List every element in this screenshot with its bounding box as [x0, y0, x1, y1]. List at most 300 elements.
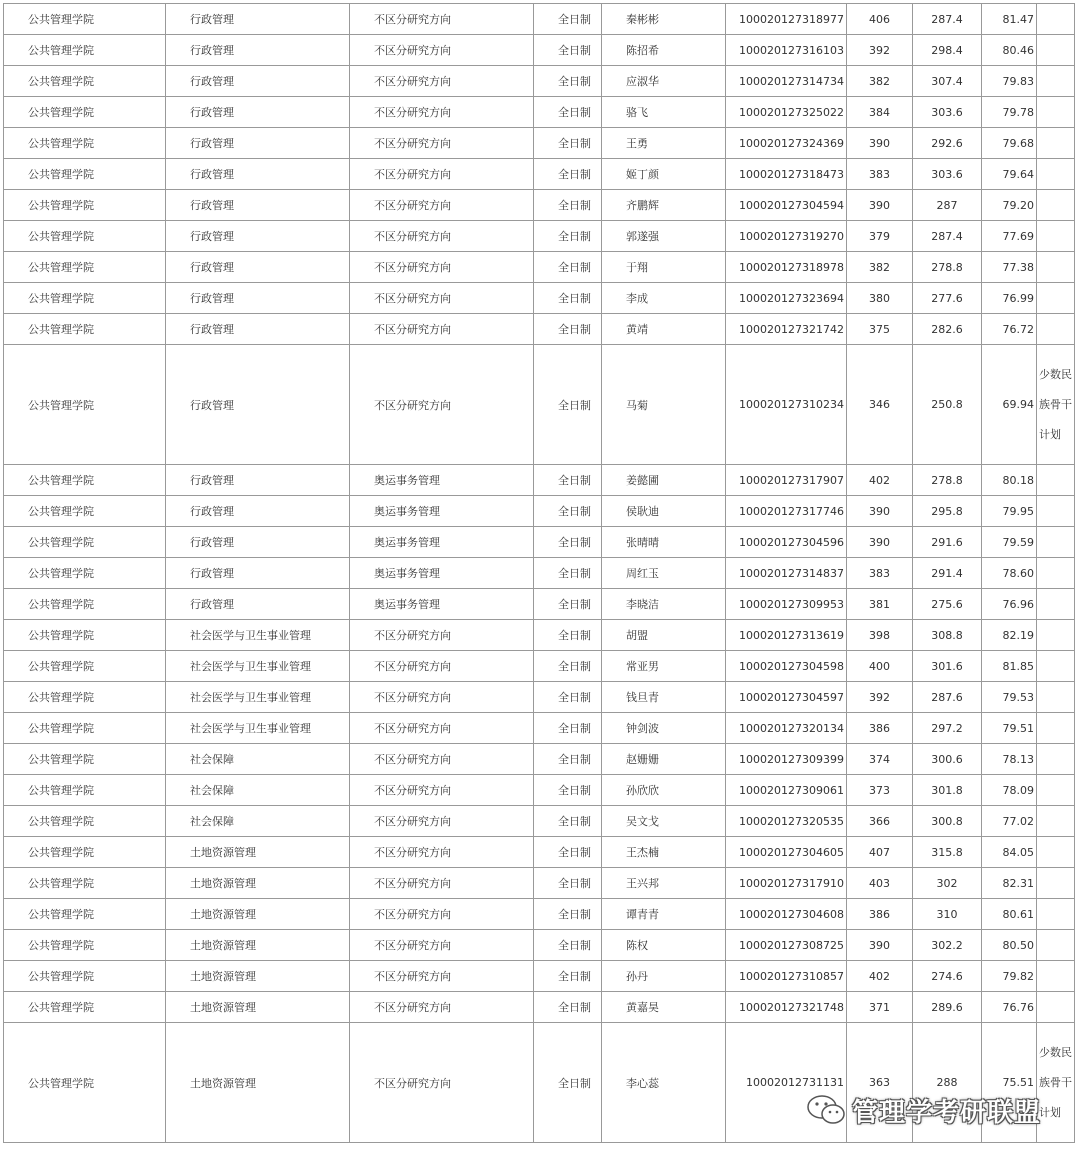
exam-id-cell: 100020127304598 [726, 651, 847, 682]
name-cell: 郭遂强 [602, 221, 726, 252]
study-type-cell: 全日制 [534, 744, 602, 775]
note-cell [1037, 221, 1075, 252]
retest-score-cell: 297.2 [913, 713, 982, 744]
direction-cell: 不区分研究方向 [350, 283, 534, 314]
study-type-cell: 全日制 [534, 589, 602, 620]
note-cell: 少数民族骨干计划 [1037, 1023, 1075, 1143]
first-score-cell: 386 [847, 713, 913, 744]
total-score-cell: 84.05 [982, 837, 1037, 868]
name-cell: 黄嘉昊 [602, 992, 726, 1023]
first-score-cell: 375 [847, 314, 913, 345]
table-row [4, 558, 1075, 589]
first-score-cell: 390 [847, 128, 913, 159]
name-cell: 李晓洁 [602, 589, 726, 620]
direction-cell: 不区分研究方向 [350, 128, 534, 159]
name-cell: 应淑华 [602, 66, 726, 97]
note-cell [1037, 190, 1075, 221]
school-cell: 公共管理学院 [4, 868, 166, 899]
first-score-cell: 382 [847, 252, 913, 283]
note-cell [1037, 868, 1075, 899]
major-cell: 行政管理 [166, 527, 350, 558]
exam-id-cell: 100020127324369 [726, 128, 847, 159]
note-cell [1037, 775, 1075, 806]
school-cell: 公共管理学院 [4, 589, 166, 620]
name-cell: 黄靖 [602, 314, 726, 345]
school-cell: 公共管理学院 [4, 283, 166, 314]
direction-cell: 不区分研究方向 [350, 66, 534, 97]
first-score-cell: 392 [847, 682, 913, 713]
name-cell: 钱旦青 [602, 682, 726, 713]
school-cell: 公共管理学院 [4, 66, 166, 97]
school-cell: 公共管理学院 [4, 558, 166, 589]
major-cell: 行政管理 [166, 283, 350, 314]
name-cell: 马菊 [602, 345, 726, 465]
exam-id-cell: 100020127309061 [726, 775, 847, 806]
table-row [4, 992, 1075, 1023]
major-cell: 社会保障 [166, 806, 350, 837]
exam-id-cell: 100020127304605 [726, 837, 847, 868]
school-cell: 公共管理学院 [4, 465, 166, 496]
major-cell: 社会保障 [166, 744, 350, 775]
direction-cell: 不区分研究方向 [350, 713, 534, 744]
total-score-cell: 79.78 [982, 97, 1037, 128]
retest-score-cell: 301.8 [913, 775, 982, 806]
study-type-cell: 全日制 [534, 35, 602, 66]
name-cell: 周红玉 [602, 558, 726, 589]
name-cell: 张晴晴 [602, 527, 726, 558]
note-cell: 少数民族骨干计划 [1037, 345, 1075, 465]
study-type-cell: 全日制 [534, 221, 602, 252]
school-cell: 公共管理学院 [4, 35, 166, 66]
direction-cell: 奥运事务管理 [350, 465, 534, 496]
first-score-cell: 390 [847, 496, 913, 527]
note-cell [1037, 314, 1075, 345]
table-row [4, 496, 1075, 527]
school-cell: 公共管理学院 [4, 345, 166, 465]
major-cell: 行政管理 [166, 190, 350, 221]
study-type-cell: 全日制 [534, 496, 602, 527]
note-cell [1037, 66, 1075, 97]
direction-cell: 不区分研究方向 [350, 992, 534, 1023]
note-cell [1037, 589, 1075, 620]
exam-id-cell: 100020127317910 [726, 868, 847, 899]
retest-score-cell: 287 [913, 190, 982, 221]
first-score-cell: 383 [847, 558, 913, 589]
major-cell: 土地资源管理 [166, 868, 350, 899]
total-score-cell: 82.19 [982, 620, 1037, 651]
study-type-cell: 全日制 [534, 97, 602, 128]
name-cell: 于翔 [602, 252, 726, 283]
school-cell: 公共管理学院 [4, 682, 166, 713]
exam-id-cell: 10002012731131 [726, 1023, 847, 1143]
exam-id-cell: 100020127323694 [726, 283, 847, 314]
school-cell: 公共管理学院 [4, 527, 166, 558]
name-cell: 王杰楠 [602, 837, 726, 868]
school-cell: 公共管理学院 [4, 314, 166, 345]
first-score-cell: 380 [847, 283, 913, 314]
total-score-cell: 78.13 [982, 744, 1037, 775]
exam-id-cell: 100020127320134 [726, 713, 847, 744]
major-cell: 行政管理 [166, 221, 350, 252]
retest-score-cell: 275.6 [913, 589, 982, 620]
school-cell: 公共管理学院 [4, 496, 166, 527]
note-cell [1037, 252, 1075, 283]
note-cell [1037, 159, 1075, 190]
table-row [4, 283, 1075, 314]
exam-id-cell: 100020127304594 [726, 190, 847, 221]
direction-cell: 不区分研究方向 [350, 252, 534, 283]
study-type-cell: 全日制 [534, 651, 602, 682]
major-cell: 土地资源管理 [166, 992, 350, 1023]
total-score-cell: 81.85 [982, 651, 1037, 682]
table-row [4, 314, 1075, 345]
study-type-cell: 全日制 [534, 283, 602, 314]
retest-score-cell: 278.8 [913, 465, 982, 496]
first-score-cell: 381 [847, 589, 913, 620]
total-score-cell: 75.51 [982, 1023, 1037, 1143]
exam-id-cell: 100020127304597 [726, 682, 847, 713]
name-cell: 姜懿圃 [602, 465, 726, 496]
admission-table [3, 3, 1075, 1143]
total-score-cell: 76.99 [982, 283, 1037, 314]
retest-score-cell: 310 [913, 899, 982, 930]
table-row [4, 252, 1075, 283]
table-row [4, 66, 1075, 97]
direction-cell: 不区分研究方向 [350, 651, 534, 682]
school-cell: 公共管理学院 [4, 713, 166, 744]
major-cell: 行政管理 [166, 252, 350, 283]
exam-id-cell: 100020127316103 [726, 35, 847, 66]
table-row [4, 35, 1075, 66]
retest-score-cell: 315.8 [913, 837, 982, 868]
exam-id-cell: 100020127317746 [726, 496, 847, 527]
direction-cell: 不区分研究方向 [350, 35, 534, 66]
study-type-cell: 全日制 [534, 713, 602, 744]
direction-cell: 不区分研究方向 [350, 837, 534, 868]
name-cell: 王兴邦 [602, 868, 726, 899]
major-cell: 土地资源管理 [166, 961, 350, 992]
table-row [4, 961, 1075, 992]
table-body [4, 4, 1075, 1143]
retest-score-cell: 282.6 [913, 314, 982, 345]
study-type-cell: 全日制 [534, 128, 602, 159]
table-row [4, 930, 1075, 961]
major-cell: 行政管理 [166, 345, 350, 465]
table-row [4, 159, 1075, 190]
note-cell [1037, 496, 1075, 527]
school-cell: 公共管理学院 [4, 128, 166, 159]
retest-score-cell: 250.8 [913, 345, 982, 465]
study-type-cell: 全日制 [534, 345, 602, 465]
major-cell: 土地资源管理 [166, 930, 350, 961]
table-row [4, 806, 1075, 837]
total-score-cell: 79.68 [982, 128, 1037, 159]
retest-score-cell: 289.6 [913, 992, 982, 1023]
study-type-cell: 全日制 [534, 682, 602, 713]
total-score-cell: 79.82 [982, 961, 1037, 992]
direction-cell: 不区分研究方向 [350, 961, 534, 992]
study-type-cell: 全日制 [534, 806, 602, 837]
major-cell: 土地资源管理 [166, 837, 350, 868]
direction-cell: 不区分研究方向 [350, 930, 534, 961]
study-type-cell: 全日制 [534, 1023, 602, 1143]
retest-score-cell: 291.4 [913, 558, 982, 589]
direction-cell: 不区分研究方向 [350, 744, 534, 775]
table-row [4, 744, 1075, 775]
retest-score-cell: 287.4 [913, 221, 982, 252]
table-row [4, 899, 1075, 930]
table-row [4, 345, 1075, 465]
major-cell: 行政管理 [166, 496, 350, 527]
exam-id-cell: 100020127320535 [726, 806, 847, 837]
school-cell: 公共管理学院 [4, 620, 166, 651]
study-type-cell: 全日制 [534, 190, 602, 221]
first-score-cell: 398 [847, 620, 913, 651]
school-cell: 公共管理学院 [4, 837, 166, 868]
first-score-cell: 390 [847, 190, 913, 221]
name-cell: 陈权 [602, 930, 726, 961]
total-score-cell: 79.20 [982, 190, 1037, 221]
exam-id-cell: 100020127318978 [726, 252, 847, 283]
table-row [4, 97, 1075, 128]
table-row [4, 682, 1075, 713]
name-cell: 侯耿迪 [602, 496, 726, 527]
direction-cell: 不区分研究方向 [350, 1023, 534, 1143]
exam-id-cell: 100020127310857 [726, 961, 847, 992]
note-cell [1037, 682, 1075, 713]
first-score-cell: 390 [847, 527, 913, 558]
name-cell: 谭青青 [602, 899, 726, 930]
major-cell: 社会医学与卫生事业管理 [166, 713, 350, 744]
note-cell [1037, 713, 1075, 744]
direction-cell: 不区分研究方向 [350, 775, 534, 806]
school-cell: 公共管理学院 [4, 930, 166, 961]
direction-cell: 不区分研究方向 [350, 221, 534, 252]
study-type-cell: 全日制 [534, 159, 602, 190]
retest-score-cell: 300.8 [913, 806, 982, 837]
major-cell: 行政管理 [166, 558, 350, 589]
total-score-cell: 76.72 [982, 314, 1037, 345]
total-score-cell: 80.46 [982, 35, 1037, 66]
name-cell: 常亚男 [602, 651, 726, 682]
table-row [4, 527, 1075, 558]
major-cell: 社会保障 [166, 775, 350, 806]
table-row [4, 620, 1075, 651]
table-row [4, 868, 1075, 899]
exam-id-cell: 100020127310234 [726, 345, 847, 465]
first-score-cell: 402 [847, 961, 913, 992]
first-score-cell: 407 [847, 837, 913, 868]
name-cell: 孙丹 [602, 961, 726, 992]
direction-cell: 不区分研究方向 [350, 682, 534, 713]
first-score-cell: 406 [847, 4, 913, 35]
retest-score-cell: 302 [913, 868, 982, 899]
name-cell: 李心蕊 [602, 1023, 726, 1143]
table-row [4, 651, 1075, 682]
first-score-cell: 384 [847, 97, 913, 128]
exam-id-cell: 100020127314837 [726, 558, 847, 589]
total-score-cell: 79.83 [982, 66, 1037, 97]
exam-id-cell: 100020127319270 [726, 221, 847, 252]
first-score-cell: 383 [847, 159, 913, 190]
study-type-cell: 全日制 [534, 930, 602, 961]
first-score-cell: 371 [847, 992, 913, 1023]
total-score-cell: 79.51 [982, 713, 1037, 744]
name-cell: 骆飞 [602, 97, 726, 128]
exam-id-cell: 100020127304608 [726, 899, 847, 930]
direction-cell: 不区分研究方向 [350, 899, 534, 930]
total-score-cell: 79.95 [982, 496, 1037, 527]
retest-score-cell: 274.6 [913, 961, 982, 992]
note-cell [1037, 744, 1075, 775]
major-cell: 行政管理 [166, 314, 350, 345]
study-type-cell: 全日制 [534, 252, 602, 283]
exam-id-cell: 100020127308725 [726, 930, 847, 961]
study-type-cell: 全日制 [534, 868, 602, 899]
note-cell [1037, 35, 1075, 66]
note-cell [1037, 128, 1075, 159]
note-cell [1037, 283, 1075, 314]
note-cell [1037, 651, 1075, 682]
retest-score-cell: 278.8 [913, 252, 982, 283]
retest-score-cell: 291.6 [913, 527, 982, 558]
name-cell: 钟剑波 [602, 713, 726, 744]
watermark-text: 管理学考研联盟 [852, 1097, 1042, 1128]
total-score-cell: 76.76 [982, 992, 1037, 1023]
school-cell: 公共管理学院 [4, 97, 166, 128]
exam-id-cell: 100020127318473 [726, 159, 847, 190]
note-cell [1037, 558, 1075, 589]
direction-cell: 不区分研究方向 [350, 4, 534, 35]
first-score-cell: 346 [847, 345, 913, 465]
first-score-cell: 400 [847, 651, 913, 682]
direction-cell: 奥运事务管理 [350, 496, 534, 527]
note-cell [1037, 97, 1075, 128]
retest-score-cell: 287.6 [913, 682, 982, 713]
exam-id-cell: 100020127325022 [726, 97, 847, 128]
table-row [4, 128, 1075, 159]
school-cell: 公共管理学院 [4, 1023, 166, 1143]
retest-score-cell: 308.8 [913, 620, 982, 651]
direction-cell: 不区分研究方向 [350, 620, 534, 651]
study-type-cell: 全日制 [534, 527, 602, 558]
major-cell: 土地资源管理 [166, 1023, 350, 1143]
first-score-cell: 403 [847, 868, 913, 899]
name-cell: 陈招希 [602, 35, 726, 66]
study-type-cell: 全日制 [534, 558, 602, 589]
direction-cell: 奥运事务管理 [350, 527, 534, 558]
total-score-cell: 82.31 [982, 868, 1037, 899]
first-score-cell: 373 [847, 775, 913, 806]
first-score-cell: 390 [847, 930, 913, 961]
study-type-cell: 全日制 [534, 992, 602, 1023]
retest-score-cell: 307.4 [913, 66, 982, 97]
table-row [4, 221, 1075, 252]
direction-cell: 奥运事务管理 [350, 558, 534, 589]
name-cell: 秦彬彬 [602, 4, 726, 35]
total-score-cell: 77.69 [982, 221, 1037, 252]
total-score-cell: 79.53 [982, 682, 1037, 713]
school-cell: 公共管理学院 [4, 899, 166, 930]
direction-cell: 不区分研究方向 [350, 97, 534, 128]
exam-id-cell: 100020127321748 [726, 992, 847, 1023]
total-score-cell: 79.59 [982, 527, 1037, 558]
study-type-cell: 全日制 [534, 837, 602, 868]
direction-cell: 不区分研究方向 [350, 345, 534, 465]
name-cell: 齐鹏辉 [602, 190, 726, 221]
exam-id-cell: 100020127317907 [726, 465, 847, 496]
name-cell: 王勇 [602, 128, 726, 159]
major-cell: 行政管理 [166, 35, 350, 66]
note-cell [1037, 899, 1075, 930]
major-cell: 行政管理 [166, 97, 350, 128]
name-cell: 胡盟 [602, 620, 726, 651]
retest-score-cell: 303.6 [913, 97, 982, 128]
major-cell: 行政管理 [166, 159, 350, 190]
retest-score-cell: 298.4 [913, 35, 982, 66]
study-type-cell: 全日制 [534, 314, 602, 345]
retest-score-cell: 292.6 [913, 128, 982, 159]
note-cell [1037, 527, 1075, 558]
study-type-cell: 全日制 [534, 4, 602, 35]
first-score-cell: 392 [847, 35, 913, 66]
school-cell: 公共管理学院 [4, 806, 166, 837]
school-cell: 公共管理学院 [4, 651, 166, 682]
retest-score-cell: 288 [913, 1023, 982, 1143]
retest-score-cell: 300.6 [913, 744, 982, 775]
first-score-cell: 382 [847, 66, 913, 97]
exam-id-cell: 100020127318977 [726, 4, 847, 35]
major-cell: 社会医学与卫生事业管理 [166, 620, 350, 651]
name-cell: 孙欣欣 [602, 775, 726, 806]
study-type-cell: 全日制 [534, 465, 602, 496]
total-score-cell: 81.47 [982, 4, 1037, 35]
note-cell [1037, 930, 1075, 961]
direction-cell: 不区分研究方向 [350, 159, 534, 190]
school-cell: 公共管理学院 [4, 961, 166, 992]
note-cell [1037, 992, 1075, 1023]
table-row [4, 190, 1075, 221]
table-row [4, 465, 1075, 496]
school-cell: 公共管理学院 [4, 221, 166, 252]
exam-id-cell: 100020127321742 [726, 314, 847, 345]
table-row [4, 589, 1075, 620]
exam-id-cell: 100020127309953 [726, 589, 847, 620]
first-score-cell: 379 [847, 221, 913, 252]
direction-cell: 奥运事务管理 [350, 589, 534, 620]
retest-score-cell: 301.6 [913, 651, 982, 682]
school-cell: 公共管理学院 [4, 775, 166, 806]
total-score-cell: 80.50 [982, 930, 1037, 961]
total-score-cell: 80.61 [982, 899, 1037, 930]
school-cell: 公共管理学院 [4, 992, 166, 1023]
study-type-cell: 全日制 [534, 66, 602, 97]
total-score-cell: 77.02 [982, 806, 1037, 837]
table-row [4, 4, 1075, 35]
total-score-cell: 76.96 [982, 589, 1037, 620]
major-cell: 行政管理 [166, 589, 350, 620]
total-score-cell: 78.60 [982, 558, 1037, 589]
first-score-cell: 374 [847, 744, 913, 775]
study-type-cell: 全日制 [534, 899, 602, 930]
table-row [4, 775, 1075, 806]
school-cell: 公共管理学院 [4, 190, 166, 221]
school-cell: 公共管理学院 [4, 744, 166, 775]
major-cell: 社会医学与卫生事业管理 [166, 651, 350, 682]
first-score-cell: 363 [847, 1023, 913, 1143]
note-cell [1037, 4, 1075, 35]
school-cell: 公共管理学院 [4, 159, 166, 190]
